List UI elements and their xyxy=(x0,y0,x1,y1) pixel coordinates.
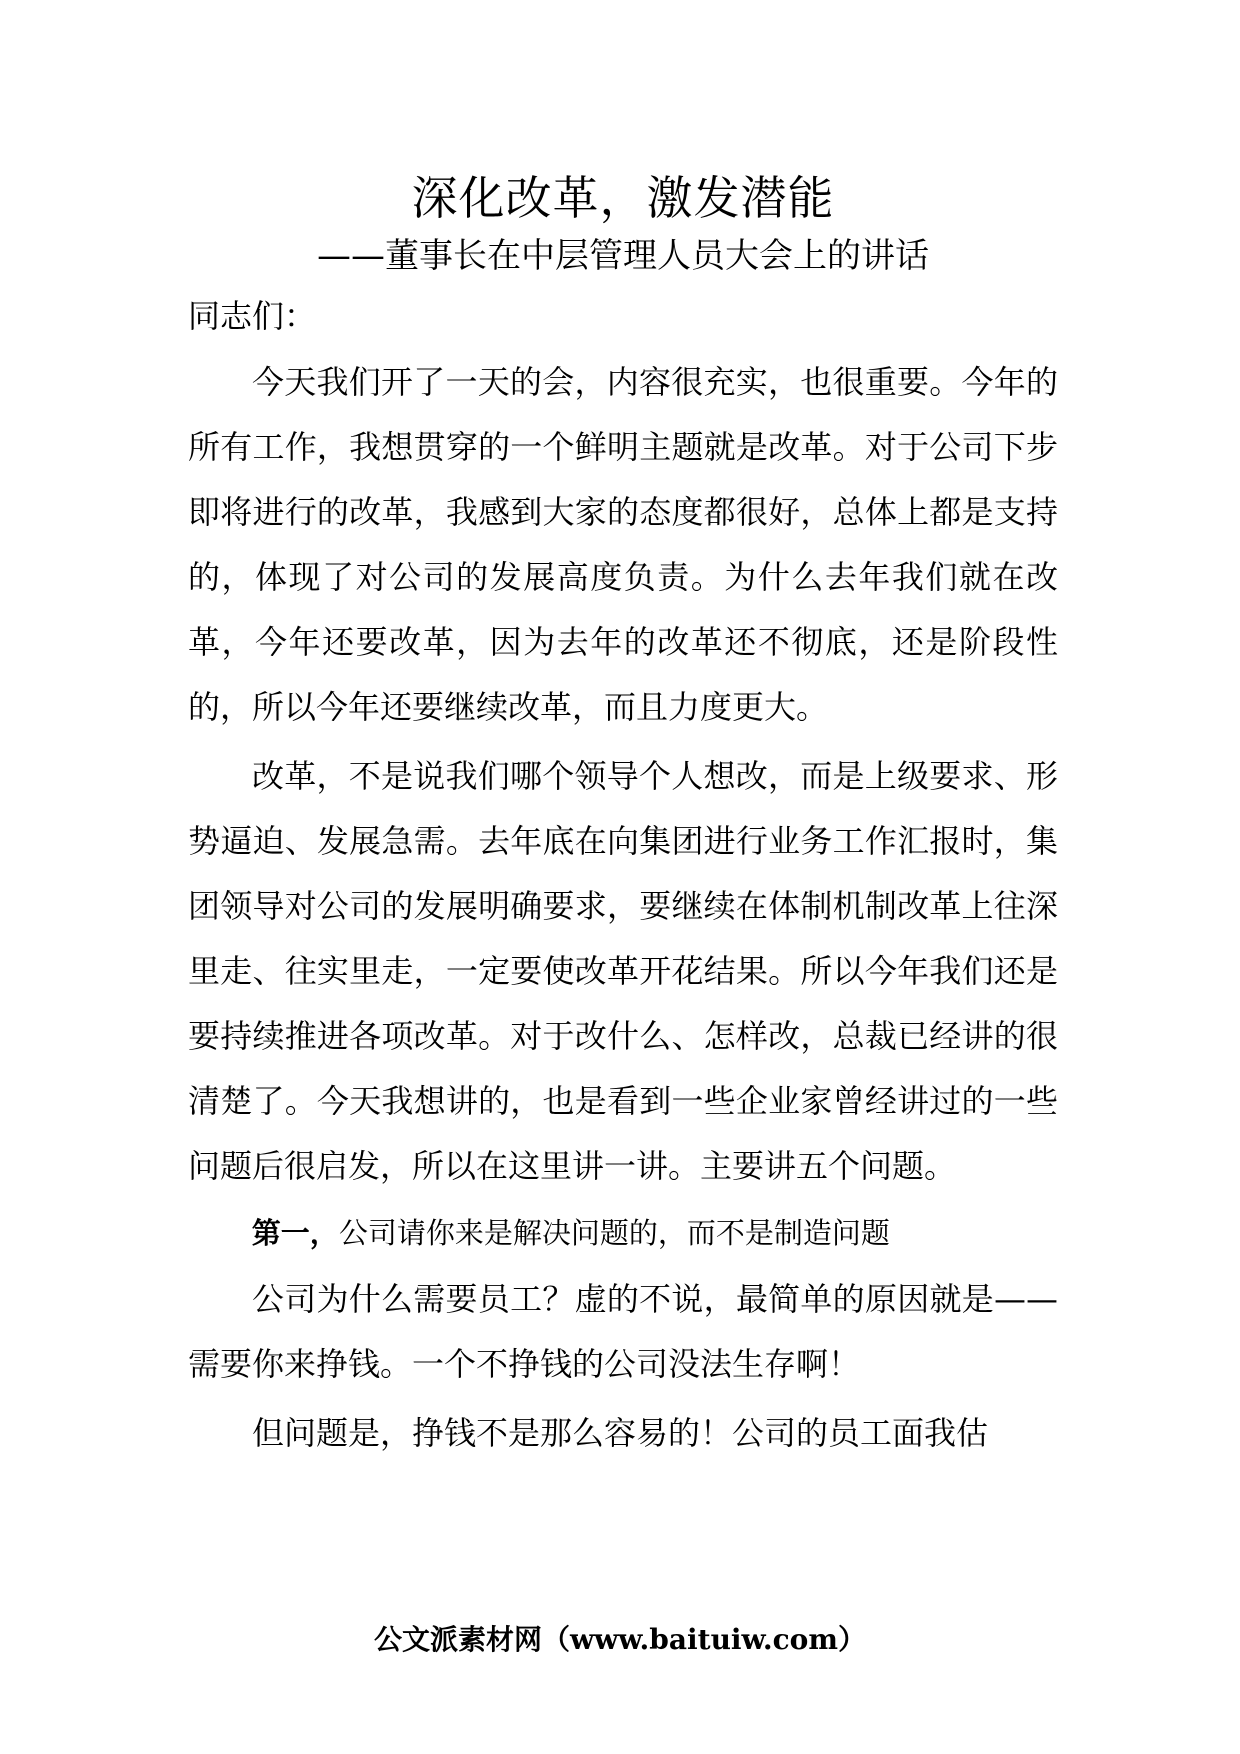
paragraph-1: 今天我们开了一天的会，内容很充实，也很重要。今年的所有工作，我想贯穿的一个鲜明主题就是改革。对于公司下步即将进行的改革，我感到大家的态度都很好，总体上都是支持的，体现了对公司的发展高度负责。为什么去年我们就在改革，今年还要改革，因为去年的改革还不彻底，还是阶段性的，所以今年还要继续改革，而且力度更大。 xyxy=(188,363,1058,726)
paragraph-4: 但问题是，挣钱不是那么容易的！公司的员工面我估 xyxy=(252,1414,989,1452)
document-title: 深化改革，激发潜能 xyxy=(411,171,835,225)
section-heading-text: 公司请你来是解决问题的，而不是制造问题 xyxy=(338,1216,890,1250)
document-subtitle: ——董事长在中层管理人员大会上的讲话 xyxy=(317,236,929,276)
paragraph-2: 改革，不是说我们哪个领导个人想改，而是上级要求、形势逼迫、发展急需。去年底在向集团进行业务工作汇报时，集团领导对公司的发展明确要求，要继续在体制机制改革上往深里走、往实里走，一定要使改革开花结果。所以今年我们还是要持续推进各项改革。对于改什么、怎样改，总裁已经讲的很清楚了。今天我想讲的，也是看到一些企业家曾经讲过的一些问题后很启发，所以在这里讲一讲。主要讲五个问题。 xyxy=(188,757,1058,1185)
paragraph-3: 公司为什么需要员工？虚的不说，最简单的原因就是——需要你来挣钱。一个不挣钱的公司没法生存啊！ xyxy=(188,1280,1058,1383)
salutation: 同志们： xyxy=(188,297,317,335)
footer-watermark: 公文派素材网（www.baituiw.com） xyxy=(374,1623,866,1656)
section-heading-label: 第一， xyxy=(251,1216,339,1250)
document-body xyxy=(188,168,1058,1466)
section-heading-1 xyxy=(188,1203,1058,1263)
